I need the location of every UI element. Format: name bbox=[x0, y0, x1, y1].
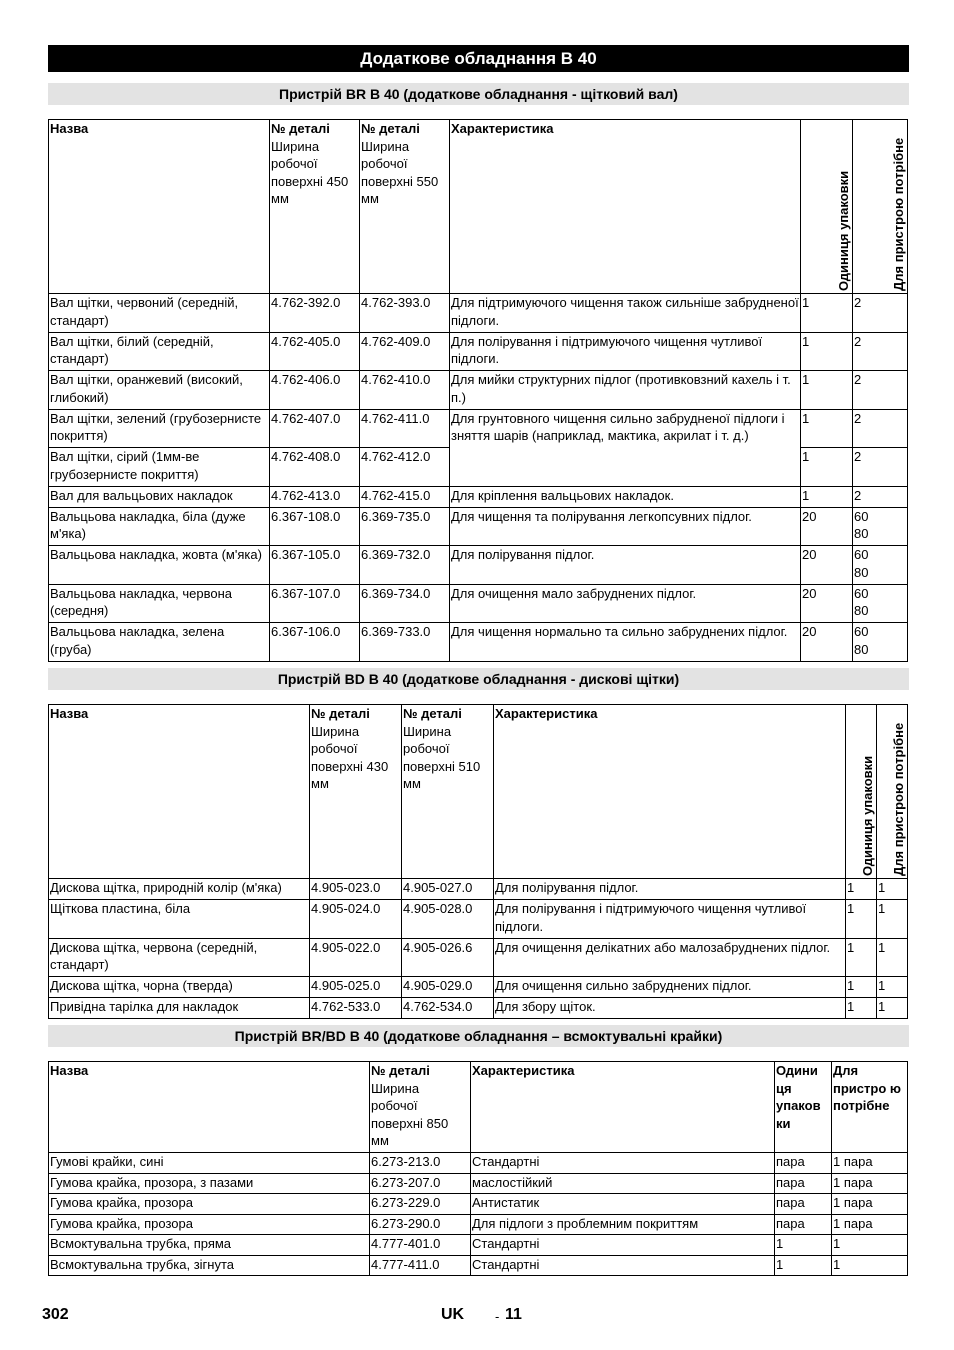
cell-unit: пара bbox=[775, 1214, 832, 1235]
cell-unit: 1 bbox=[801, 294, 853, 333]
cell-required: 1 пара bbox=[832, 1214, 908, 1235]
cell-name: Гумова крайка, прозора, з пазами bbox=[49, 1173, 370, 1194]
cell-part-b: 4.905-027.0 bbox=[402, 879, 494, 900]
cell-characteristic: Для полірування підлог. bbox=[450, 546, 801, 585]
cell-required: 1 пара bbox=[832, 1194, 908, 1215]
table-row bbox=[49, 1194, 908, 1215]
cell-part: 6.273-213.0 bbox=[370, 1153, 471, 1174]
cell-unit: пара bbox=[775, 1153, 832, 1174]
cell-part-b: 4.762-534.0 bbox=[402, 998, 494, 1019]
cell-unit: 20 bbox=[801, 623, 853, 662]
cell-characteristic: маслостійкий bbox=[471, 1173, 775, 1194]
cell-name: Дискова щітка, природній колір (м'яка) bbox=[49, 879, 310, 900]
table-row bbox=[49, 546, 908, 585]
cell-name: Вал щітки, червоний (середній, стандарт) bbox=[49, 294, 270, 333]
header-pack-unit: Одини ця упаков ки bbox=[775, 1062, 832, 1153]
cell-part-b: 4.762-409.0 bbox=[360, 332, 450, 371]
cell-unit: 20 bbox=[801, 584, 853, 623]
table-row bbox=[49, 507, 908, 546]
table-row bbox=[49, 584, 908, 623]
cell-part-a: 4.762-405.0 bbox=[270, 332, 360, 371]
table-row bbox=[49, 332, 908, 371]
cell-name: Вал щітки, зелений (грубозернисте покриття) bbox=[49, 409, 270, 448]
cell-name: Щіткова пластина, біла bbox=[49, 900, 310, 939]
cell-required: 1 bbox=[832, 1255, 908, 1276]
table-row bbox=[49, 977, 908, 998]
cell-part-b: 4.905-028.0 bbox=[402, 900, 494, 939]
cell-name: Вальцьова накладка, біла (дуже м'яка) bbox=[49, 507, 270, 546]
cell-part: 6.273-207.0 bbox=[370, 1173, 471, 1194]
table-row bbox=[49, 623, 908, 662]
cell-part-a: 4.762-413.0 bbox=[270, 486, 360, 507]
header-characteristic: Характеристика bbox=[471, 1062, 775, 1153]
cell-part-a: 4.905-025.0 bbox=[310, 977, 402, 998]
cell-unit: пара bbox=[775, 1194, 832, 1215]
cell-part-a: 4.762-408.0 bbox=[270, 448, 360, 487]
cell-characteristic: Для кріплення вальцьових накладок. bbox=[450, 486, 801, 507]
cell-unit: 1 bbox=[801, 371, 853, 410]
table-header-row bbox=[49, 705, 908, 879]
cell-name: Вал щітки, білий (середній, стандарт) bbox=[49, 332, 270, 371]
cell-unit: 1 bbox=[801, 409, 853, 448]
cell-characteristic: Для полірування і підтримуючого чищення чутливої підлоги. bbox=[450, 332, 801, 371]
cell-part-b: 4.905-029.0 bbox=[402, 977, 494, 998]
cell-required: 60 80 bbox=[853, 623, 908, 662]
footer-dash: - bbox=[495, 1309, 500, 1324]
cell-unit: 1 bbox=[846, 977, 877, 998]
table-row bbox=[49, 938, 908, 977]
cell-name: Дискова щітка, червона (середній, стандарт) bbox=[49, 938, 310, 977]
cell-part-a: 6.367-107.0 bbox=[270, 584, 360, 623]
table-row bbox=[49, 294, 908, 333]
cell-unit: 1 bbox=[846, 900, 877, 939]
section1-table bbox=[48, 119, 908, 662]
cell-required: 2 bbox=[853, 486, 908, 507]
cell-name: Привідна тарілка для накладок bbox=[49, 998, 310, 1019]
cell-characteristic: Стандартні bbox=[471, 1255, 775, 1276]
header-required: Для пристрою потрібне bbox=[877, 705, 908, 879]
cell-part: 4.777-411.0 bbox=[370, 1255, 471, 1276]
cell-characteristic: Для чищення нормально та сильно забруднених підлог. bbox=[450, 623, 801, 662]
table-row bbox=[49, 1173, 908, 1194]
section2-title: Пристрій BD B 40 (додаткове обладнання - дискові щітки) bbox=[48, 668, 909, 690]
header-name: Назва bbox=[49, 705, 310, 879]
cell-name: Всмоктувальна трубка, пряма bbox=[49, 1235, 370, 1256]
cell-required: 60 80 bbox=[853, 584, 908, 623]
table-row bbox=[49, 486, 908, 507]
header-part-a: № деталі Ширина робочої поверхні 430 мм bbox=[310, 705, 402, 879]
table-row bbox=[49, 1255, 908, 1276]
cell-required: 2 bbox=[853, 294, 908, 333]
cell-part-b: 6.369-733.0 bbox=[360, 623, 450, 662]
cell-unit: 20 bbox=[801, 507, 853, 546]
cell-part-a: 6.367-105.0 bbox=[270, 546, 360, 585]
header-pack-unit: Одиниця упаковки bbox=[801, 120, 853, 294]
section3-table bbox=[48, 1061, 908, 1276]
header-part-a: № деталі Ширина робочої поверхні 450 мм bbox=[270, 120, 360, 294]
cell-part-a: 4.762-533.0 bbox=[310, 998, 402, 1019]
cell-required: 60 80 bbox=[853, 507, 908, 546]
cell-required: 60 80 bbox=[853, 546, 908, 585]
cell-characteristic: Для очищення сильно забруднених підлог. bbox=[494, 977, 846, 998]
cell-part-a: 6.367-108.0 bbox=[270, 507, 360, 546]
header-pack-unit: Одиниця упаковки bbox=[846, 705, 877, 879]
cell-required: 2 bbox=[853, 371, 908, 410]
header-name: Назва bbox=[49, 1062, 370, 1153]
cell-name: Гумові крайки, сині bbox=[49, 1153, 370, 1174]
cell-required: 2 bbox=[853, 448, 908, 487]
cell-unit: 1 bbox=[801, 332, 853, 371]
cell-name: Вал щітки, сірий (1мм-ве грубозернисте покриття) bbox=[49, 448, 270, 487]
cell-part-b: 4.762-412.0 bbox=[360, 448, 450, 487]
header-characteristic: Характеристика bbox=[494, 705, 846, 879]
cell-characteristic: Для очищення делікатних або малозабруднених підлог. bbox=[494, 938, 846, 977]
cell-part-b: 4.762-411.0 bbox=[360, 409, 450, 448]
cell-characteristic: Для збору щіток. bbox=[494, 998, 846, 1019]
cell-part-b: 6.369-735.0 bbox=[360, 507, 450, 546]
header-part: № деталі Ширина робочої поверхні 850 мм bbox=[370, 1062, 471, 1153]
header-required: Для пристро ю потрібне bbox=[832, 1062, 908, 1153]
cell-unit: 1 bbox=[801, 486, 853, 507]
table-row bbox=[49, 1235, 908, 1256]
cell-characteristic: Для чищення та полірування легкопсувних підлог. bbox=[450, 507, 801, 546]
cell-part-b: 6.369-732.0 bbox=[360, 546, 450, 585]
header-required: Для пристрою потрібне bbox=[853, 120, 908, 294]
table-row bbox=[49, 900, 908, 939]
cell-characteristic: Для мийки структурних підлог (противковзний кахель і т. п.) bbox=[450, 371, 801, 410]
cell-name: Дискова щітка, чорна (тверда) bbox=[49, 977, 310, 998]
cell-required: 1 bbox=[832, 1235, 908, 1256]
cell-characteristic: Для підлоги з проблемним покриттям bbox=[471, 1214, 775, 1235]
header-name: Назва bbox=[49, 120, 270, 294]
cell-required: 1 пара bbox=[832, 1173, 908, 1194]
cell-unit: пара bbox=[775, 1173, 832, 1194]
cell-unit: 1 bbox=[801, 448, 853, 487]
cell-part-b: 4.762-410.0 bbox=[360, 371, 450, 410]
table-row bbox=[49, 1153, 908, 1174]
cell-name: Вал щітки, оранжевий (високий, глибокий) bbox=[49, 371, 270, 410]
cell-characteristic: Стандартні bbox=[471, 1235, 775, 1256]
header-part-b: № деталі Ширина робочої поверхні 510 мм bbox=[402, 705, 494, 879]
cell-name: Гумова крайка, прозора bbox=[49, 1194, 370, 1215]
section-page-number: 11 bbox=[505, 1306, 522, 1323]
cell-part-a: 4.762-406.0 bbox=[270, 371, 360, 410]
cell-required: 1 bbox=[877, 879, 908, 900]
cell-name: Вальцьова накладка, жовта (м'яка) bbox=[49, 546, 270, 585]
cell-required: 1 bbox=[877, 938, 908, 977]
header-part-b: № деталі Ширина робочої поверхні 550 мм bbox=[360, 120, 450, 294]
cell-part-b: 4.762-393.0 bbox=[360, 294, 450, 333]
cell-unit: 20 bbox=[801, 546, 853, 585]
cell-part-b: 4.762-415.0 bbox=[360, 486, 450, 507]
cell-part-a: 6.367-106.0 bbox=[270, 623, 360, 662]
table-row bbox=[49, 409, 908, 448]
cell-required: 1 bbox=[877, 998, 908, 1019]
cell-name: Вал для вальцьових накладок bbox=[49, 486, 270, 507]
cell-part: 4.777-401.0 bbox=[370, 1235, 471, 1256]
cell-unit: 1 bbox=[775, 1255, 832, 1276]
cell-unit: 1 bbox=[846, 998, 877, 1019]
cell-part-a: 4.905-023.0 bbox=[310, 879, 402, 900]
cell-part-a: 4.762-407.0 bbox=[270, 409, 360, 448]
cell-required: 1 bbox=[877, 977, 908, 998]
cell-required: 2 bbox=[853, 332, 908, 371]
section2-table bbox=[48, 704, 908, 1019]
cell-part-b: 4.905-026.6 bbox=[402, 938, 494, 977]
table-header-row bbox=[49, 1062, 908, 1153]
page-title: Додаткове обладнання В 40 bbox=[48, 45, 909, 72]
cell-required: 1 bbox=[877, 900, 908, 939]
cell-required: 1 пара bbox=[832, 1153, 908, 1174]
cell-characteristic: Для грунтовного чищення сильно забрудненої підлоги і зняття шарів (наприклад, мактика, акрилат і т. д.) bbox=[450, 409, 801, 486]
cell-required: 2 bbox=[853, 409, 908, 448]
cell-part-a: 4.762-392.0 bbox=[270, 294, 360, 333]
cell-characteristic: Для полірування і підтримуючого чищення чутливої підлоги. bbox=[494, 900, 846, 939]
table-row bbox=[49, 879, 908, 900]
cell-part: 6.273-290.0 bbox=[370, 1214, 471, 1235]
header-characteristic: Характеристика bbox=[450, 120, 801, 294]
cell-part-b: 6.369-734.0 bbox=[360, 584, 450, 623]
cell-part: 6.273-229.0 bbox=[370, 1194, 471, 1215]
cell-characteristic: Для очищення мало забруднених підлог. bbox=[450, 584, 801, 623]
cell-part-a: 4.905-024.0 bbox=[310, 900, 402, 939]
cell-unit: 1 bbox=[775, 1235, 832, 1256]
language-code: UK bbox=[441, 1306, 465, 1323]
table-row bbox=[49, 998, 908, 1019]
cell-name: Вальцьова накладка, зелена (груба) bbox=[49, 623, 270, 662]
page-number: 302 bbox=[42, 1306, 69, 1323]
cell-unit: 1 bbox=[846, 938, 877, 977]
table-header-row bbox=[49, 120, 908, 294]
cell-name: Гумова крайка, прозора bbox=[49, 1214, 370, 1235]
section1-title: Пристрій BR B 40 (додаткове обладнання - щітковий вал) bbox=[48, 83, 909, 105]
table-row bbox=[49, 1214, 908, 1235]
cell-characteristic: Для підтримуючого чищення також сильніше забрудненої підлоги. bbox=[450, 294, 801, 333]
cell-unit: 1 bbox=[846, 879, 877, 900]
cell-name: Вальцьова накладка, червона (середня) bbox=[49, 584, 270, 623]
cell-characteristic: Антистатик bbox=[471, 1194, 775, 1215]
section3-title: Пристрій BR/BD B 40 (додаткове обладнання – всмоктувальні крайки) bbox=[48, 1025, 909, 1047]
table-row bbox=[49, 371, 908, 410]
cell-characteristic: Для полірування підлог. bbox=[494, 879, 846, 900]
cell-characteristic: Стандартні bbox=[471, 1153, 775, 1174]
cell-part-a: 4.905-022.0 bbox=[310, 938, 402, 977]
cell-name: Всмоктувальна трубка, зігнута bbox=[49, 1255, 370, 1276]
